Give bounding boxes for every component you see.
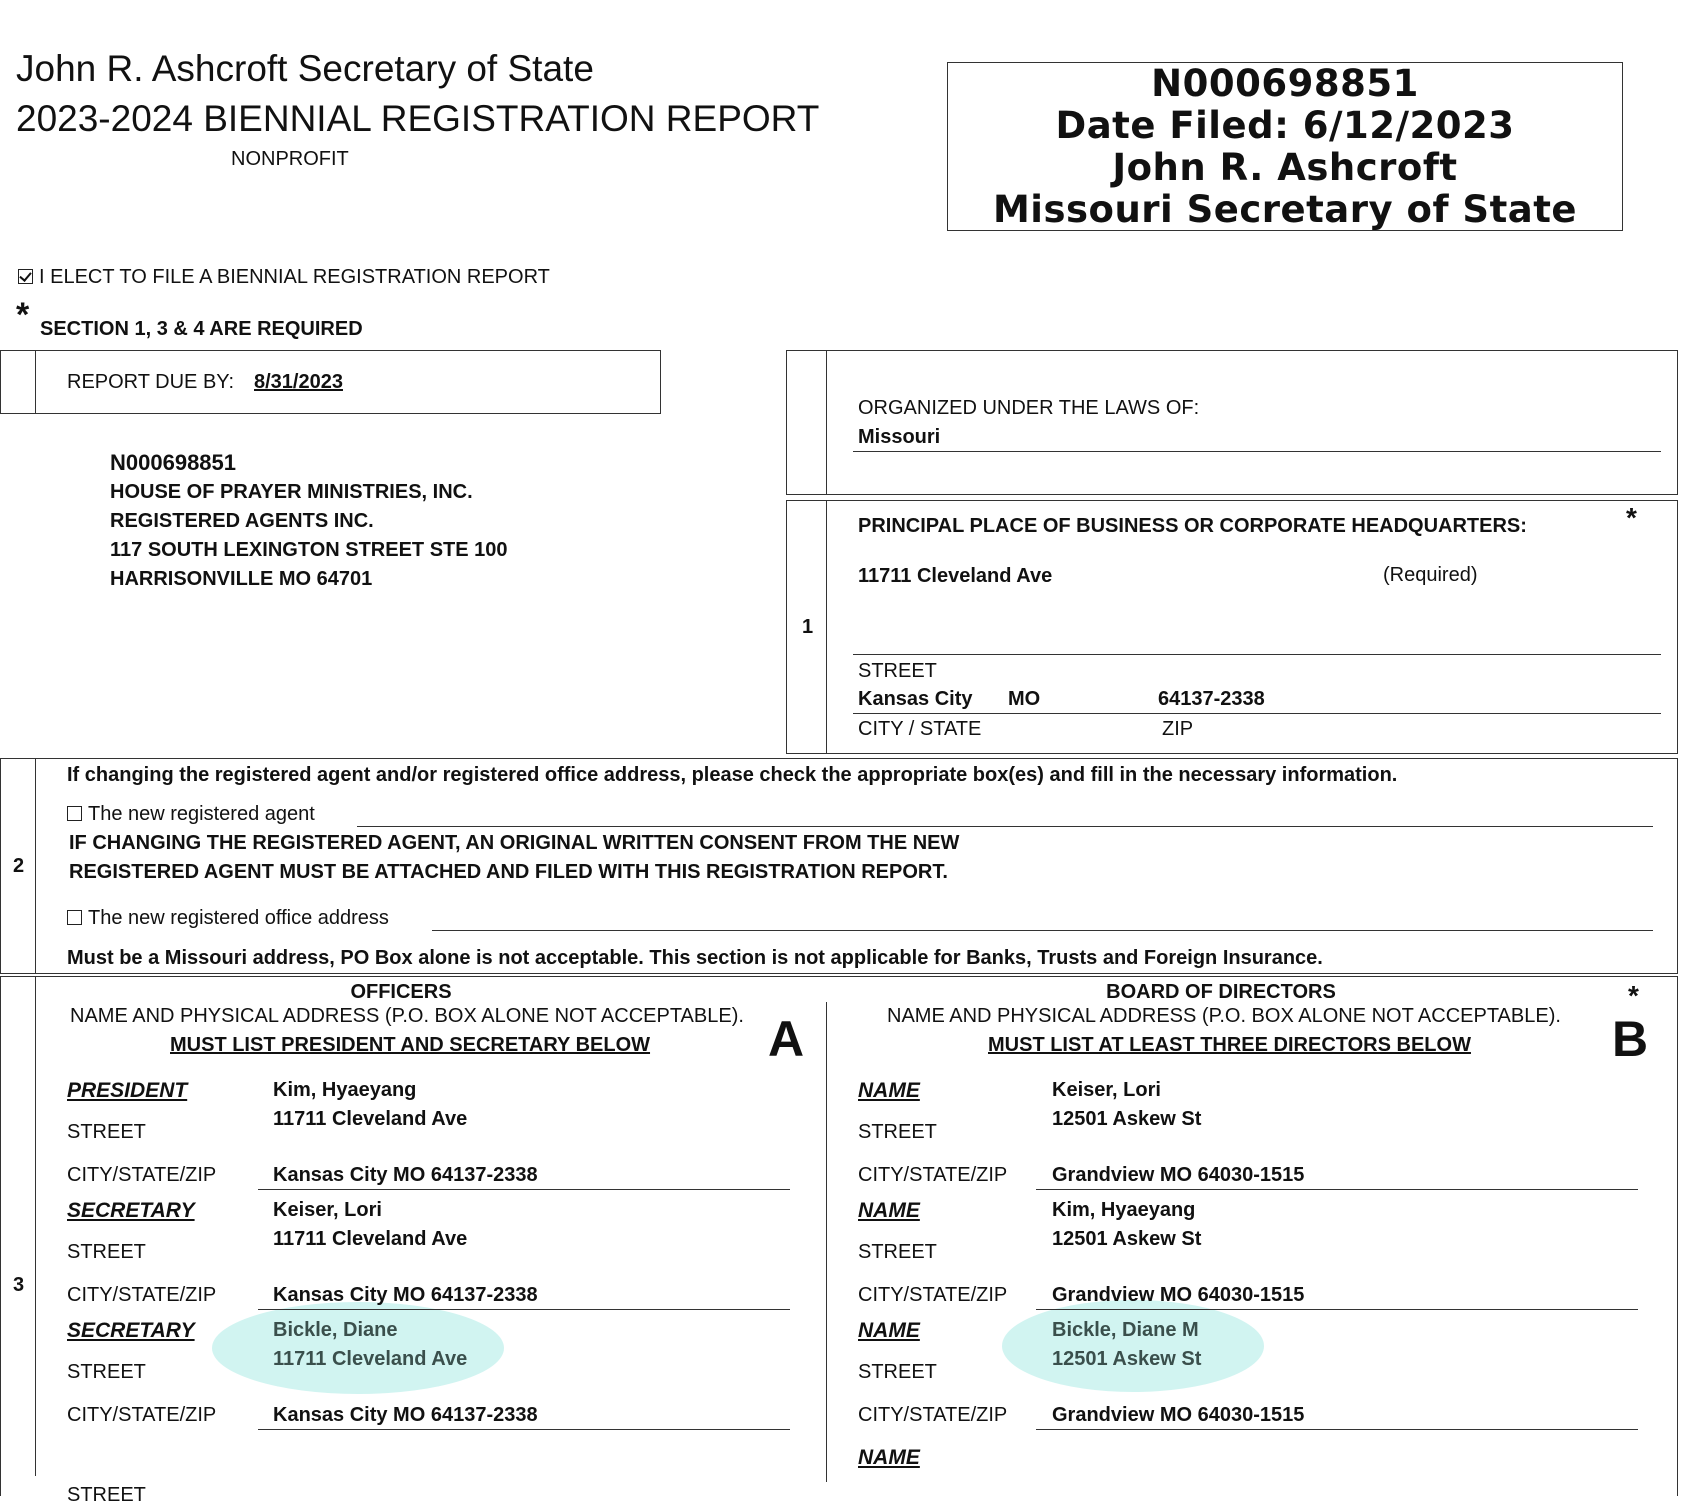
due-value: 8/31/2023 [254,371,343,393]
stamp-number: N000698851 [1151,62,1419,105]
director-csz: Grandview MO 64030-1515 [1052,1284,1305,1306]
section1-zip-label: ZIP [1162,718,1194,740]
highlight-director [1002,1300,1264,1392]
director-name: Keiser, Lori [1052,1079,1161,1101]
officer-role: SECRETARY [67,1319,195,1342]
officer-csz: Kansas City MO 64137-2338 [273,1404,538,1426]
director-csz-label: CITY/STATE/ZIP [858,1164,1008,1186]
officers-letter: A [768,1011,805,1067]
elect-row [18,266,550,289]
elect-checkbox[interactable] [18,269,33,284]
officer-csz: Kansas City MO 64137-2338 [273,1284,538,1306]
director-street: 12501 Askew St [1052,1108,1202,1130]
section1-box [786,500,1678,754]
section1-zip: 64137-2338 [1158,688,1265,710]
officer-next-street-label: STREET [67,1484,146,1506]
directors-must: MUST LIST AT LEAST THREE DIRECTORS BELOW [988,1034,1471,1056]
director-role: NAME [858,1079,920,1102]
filing-stamp [947,62,1623,231]
new-agent-field[interactable] [357,826,1653,827]
section1-city-state-label: CITY / STATE [858,718,982,740]
new-office-field[interactable] [432,930,1653,931]
director-street-label: STREET [858,1361,937,1383]
required-label: SECTION 1, 3 & 4 ARE REQUIRED [40,318,363,340]
officer-csz: Kansas City MO 64137-2338 [273,1164,538,1186]
section1-star: * [1626,502,1637,533]
officer-name: Bickle, Diane [273,1319,398,1341]
director-name: Bickle, Diane M [1052,1319,1199,1341]
header-line2: 2023-2024 BIENNIAL REGISTRATION REPORT [16,98,820,139]
officer-role: SECRETARY [67,1199,195,1222]
officer-role: PRESIDENT [67,1079,188,1102]
officer-name: Keiser, Lori [273,1199,382,1221]
officer-street-label: STREET [67,1121,146,1143]
director-next-role: NAME [858,1446,920,1469]
director-role: NAME [858,1199,920,1222]
director-street: 12501 Askew St [1052,1348,1202,1370]
director-csz-label: CITY/STATE/ZIP [858,1404,1008,1426]
officers-title: OFFICERS [350,981,452,1003]
section3-number: 3 [13,1274,25,1296]
section1-street: 11711 Cleveland Ave [858,565,1053,587]
section1-street-label: STREET [858,660,937,682]
officers-subtitle: NAME AND PHYSICAL ADDRESS (P.O. BOX ALONE NOT ACCEPTABLE). [70,1005,744,1027]
section2-office-row [67,907,389,930]
section2-number: 2 [13,855,25,877]
section2-agent-label: The new registered agent [88,803,315,825]
director-csz: Grandview MO 64030-1515 [1052,1404,1305,1426]
officer-name: Kim, Hyaeyang [273,1079,417,1101]
section2-agent-row [67,803,315,826]
entity-name: HOUSE OF PRAYER MINISTRIES, INC. [110,481,473,503]
elect-label: I ELECT TO FILE A BIENNIAL REGISTRATION REPORT [39,266,550,288]
officer-street-label: STREET [67,1241,146,1263]
entity-number: N000698851 [110,450,237,475]
director-street-label: STREET [858,1241,937,1263]
section2-warning1: IF CHANGING THE REGISTERED AGENT, AN ORIGINAL WRITTEN CONSENT FROM THE NEW [69,832,960,854]
section1-state: MO [1008,688,1041,710]
organized-value: Missouri [858,426,941,448]
director-street: 12501 Askew St [1052,1228,1202,1250]
section2-intro: If changing the registered agent and/or registered office address, please check the appropriate box(es) and fill in the necessary information. [67,764,1398,786]
entity-city: HARRISONVILLE MO 64701 [110,568,373,590]
new-agent-checkbox[interactable] [67,806,82,821]
director-street-label: STREET [858,1121,937,1143]
due-label: REPORT DUE BY: [67,371,235,393]
organized-label: ORGANIZED UNDER THE LAWS OF: [858,397,1200,419]
directors-letter: B [1612,1011,1649,1067]
officer-csz-label: CITY/STATE/ZIP [67,1164,217,1186]
directors-title: BOARD OF DIRECTORS [1106,981,1336,1003]
section2-note: Must be a Missouri address, PO Box alone is not acceptable. This section is not applicable for Banks, Trusts and Foreign Insurance. [67,947,1323,969]
officer-street: 11711 Cleveland Ave [273,1348,468,1370]
director-csz: Grandview MO 64030-1515 [1052,1164,1305,1186]
officer-street: 11711 Cleveland Ave [273,1228,468,1250]
entity-street: 117 SOUTH LEXINGTON STREET STE 100 [110,539,508,561]
section1-number: 1 [802,616,814,638]
stamp-name: John R. Ashcroft [1112,146,1458,189]
officer-street-label: STREET [67,1361,146,1383]
section1-city: Kansas City [858,688,973,710]
organized-box [786,350,1678,495]
section2-office-label: The new registered office address [88,907,389,929]
officer-street: 11711 Cleveland Ave [273,1108,468,1130]
officers-must: MUST LIST PRESIDENT AND SECRETARY BELOW [170,1034,651,1056]
header-line3: NONPROFIT [231,148,349,170]
header-line1: John R. Ashcroft Secretary of State [16,48,594,89]
stamp-date-filed: Date Filed: 6/12/2023 [1055,104,1515,147]
directors-star: * [1628,980,1639,1011]
section1-title: PRINCIPAL PLACE OF BUSINESS OR CORPORATE HEADQUARTERS: [858,515,1527,537]
stamp-office: Missouri Secretary of State [992,188,1578,231]
required-star: * [16,296,30,334]
director-name: Kim, Hyaeyang [1052,1199,1196,1221]
director-csz-label: CITY/STATE/ZIP [858,1284,1008,1306]
new-office-checkbox[interactable] [67,910,82,925]
section1-required: (Required) [1383,564,1478,586]
director-role: NAME [858,1319,920,1342]
directors-subtitle: NAME AND PHYSICAL ADDRESS (P.O. BOX ALONE NOT ACCEPTABLE). [887,1005,1561,1027]
entity-agent: REGISTERED AGENTS INC. [110,510,374,532]
section2-warning2: REGISTERED AGENT MUST BE ATTACHED AND FILED WITH THIS REGISTRATION REPORT. [69,861,948,883]
officer-csz-label: CITY/STATE/ZIP [67,1284,217,1306]
officer-csz-label: CITY/STATE/ZIP [67,1404,217,1426]
